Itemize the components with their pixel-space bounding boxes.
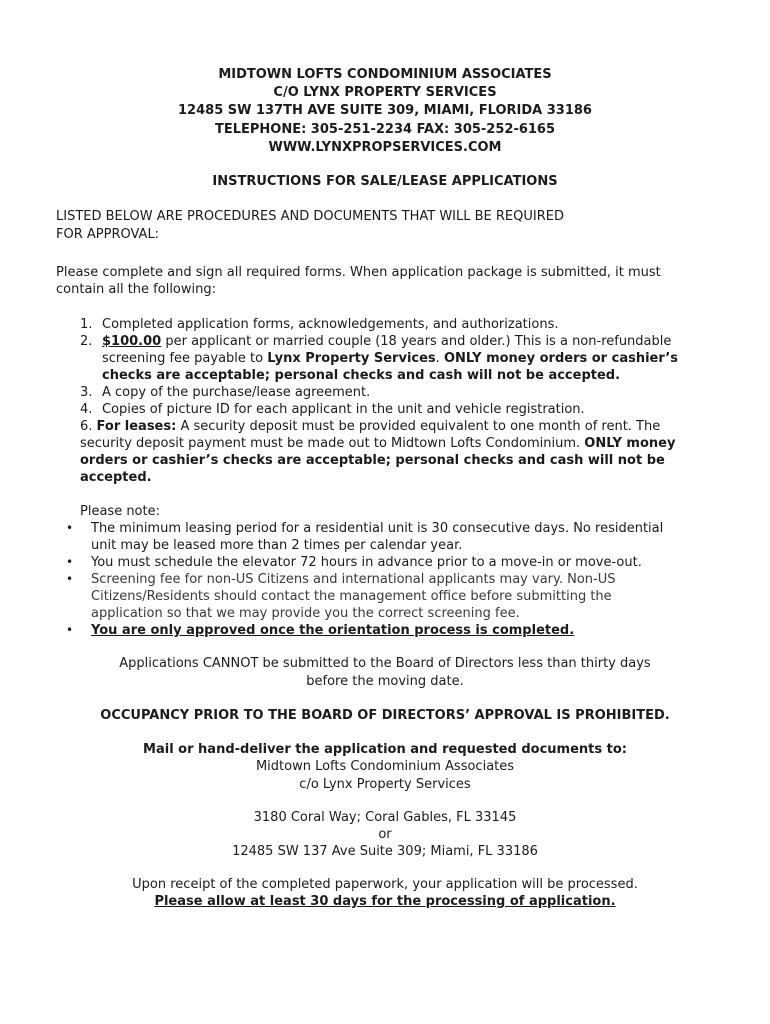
website-line: WWW.LYNXPROPSERVICES.COM: [268, 140, 502, 155]
instructions-line-2: contain all the following:: [56, 282, 216, 297]
list-number-3: 3.: [80, 385, 93, 400]
list-item-3: A copy of the purchase/lease agreement.: [102, 385, 371, 400]
footer-line-2: Please allow at least 30 days for the processing of application.: [154, 894, 616, 909]
list-item-6-line-4: accepted.: [80, 470, 152, 485]
note-3-line-2: Citizens/Residents should contact the management office before submitting the: [91, 589, 612, 604]
bullet-icon: •: [66, 572, 74, 586]
list-item-4: Copies of picture ID for each applicant in the unit and vehicle registration.: [102, 402, 585, 417]
care-of-line: C/O LYNX PROPERTY SERVICES: [273, 85, 497, 100]
bullet-icon: •: [66, 555, 74, 569]
page-title: INSTRUCTIONS FOR SALE/LEASE APPLICATIONS: [212, 174, 558, 189]
mail-or: or: [378, 827, 392, 842]
fee-amount: $100.00: [102, 334, 162, 349]
note-4: You are only approved once the orientation process is completed.: [91, 623, 575, 638]
address-line: 12485 SW 137TH AVE SUITE 309, MIAMI, FLORIDA 33186: [178, 103, 592, 118]
list-number-1: 1.: [80, 317, 93, 332]
note-3-line-3: application so that we may provide you the correct screening fee.: [91, 606, 520, 621]
list-item-2-line-3: checks are acceptable; personal checks and cash will not be accepted.: [102, 368, 621, 383]
phone-fax-line: TELEPHONE: 305-251-2234 FAX: 305-252-6165: [214, 122, 556, 137]
mail-address-2: 12485 SW 137 Ave Suite 309; Miami, FL 33186: [232, 844, 538, 859]
org-name: MIDTOWN LOFTS CONDOMINIUM ASSOCIATES: [218, 67, 552, 82]
board-notice-line-1: Applications CANNOT be submitted to the Board of Directors less than thirty days: [119, 656, 651, 671]
notes-heading: Please note:: [80, 504, 160, 519]
intro-line-1: LISTED BELOW ARE PROCEDURES AND DOCUMENTS THAT WILL BE REQUIRED: [56, 209, 564, 224]
list-item-2-line-1: $100.00 per applicant or married couple (18 years and older.) This is a non-refundable: [102, 334, 672, 349]
board-notice-line-2: before the moving date.: [306, 674, 464, 689]
mail-heading: Mail or hand-deliver the application and requested documents to:: [143, 742, 627, 757]
list-item-6-line-3: orders or cashier’s checks are acceptable; personal checks and cash will not be: [80, 453, 665, 468]
mail-address-1: 3180 Coral Way; Coral Gables, FL 33145: [253, 810, 517, 825]
list-number-2: 2.: [80, 334, 93, 349]
footer-line-1: Upon receipt of the completed paperwork, your application will be processed.: [132, 877, 638, 892]
note-2: You must schedule the elevator 72 hours in advance prior to a move-in or move-out.: [91, 555, 642, 570]
list-number-4: 4.: [80, 402, 93, 417]
list-item-6-line-2: security deposit payment must be made out to Midtown Lofts Condominium. ONLY money: [80, 436, 676, 451]
mail-care-of: c/o Lynx Property Services: [299, 777, 471, 792]
note-3-line-1: Screening fee for non-US Citizens and international applicants may vary. Non-US: [91, 572, 616, 587]
list-item-6-line-1: 6. For leases: A security deposit must be provided equivalent to one month of rent. The: [80, 419, 661, 434]
list-item-1: Completed application forms, acknowledgements, and authorizations.: [102, 317, 559, 332]
list-item-2-line-2: screening fee payable to Lynx Property Services. ONLY money orders or cashier’s: [102, 351, 679, 366]
bullet-icon: •: [66, 623, 74, 637]
note-1-line-1: The minimum leasing period for a residential unit is 30 consecutive days. No residential: [91, 521, 664, 536]
list-number-6: 6.: [80, 419, 93, 434]
intro-line-2: FOR APPROVAL:: [56, 227, 160, 242]
company-name: Lynx Property Services: [267, 351, 436, 366]
instructions-line-1: Please complete and sign all required forms. When application package is submitted, it must: [56, 265, 661, 280]
mail-name: Midtown Lofts Condominium Associates: [255, 759, 515, 774]
for-leases-label: For leases:: [96, 419, 177, 434]
occupancy-notice: OCCUPANCY PRIOR TO THE BOARD OF DIRECTORS’ APPROVAL IS PROHIBITED.: [100, 708, 670, 723]
bullet-icon: •: [66, 521, 74, 535]
note-1-line-2: unit may be leased more than 2 times per calendar year.: [91, 538, 463, 553]
